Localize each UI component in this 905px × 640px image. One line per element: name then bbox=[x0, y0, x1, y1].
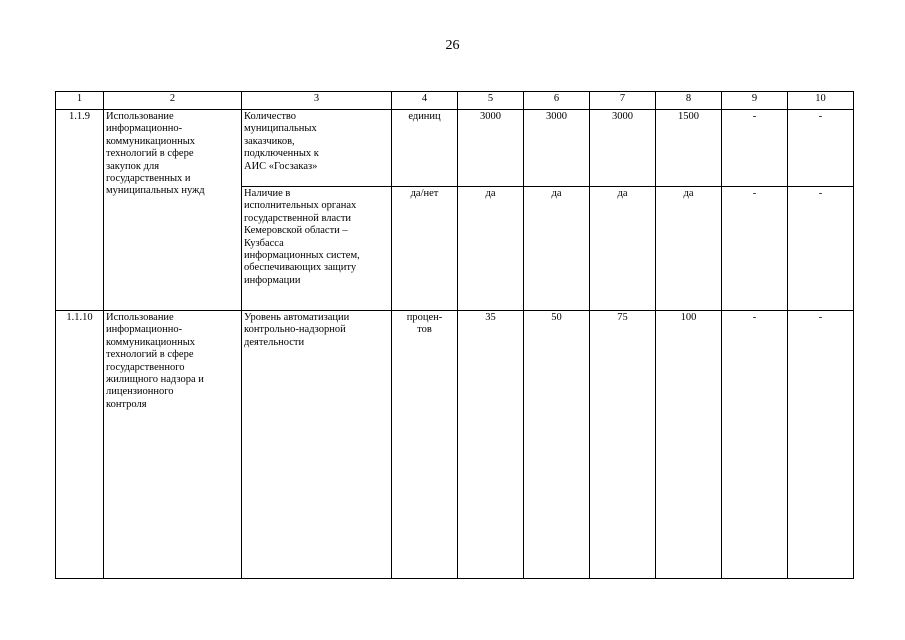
header-cell: 4 bbox=[392, 92, 458, 110]
value-cell: 75 bbox=[590, 311, 656, 579]
header-cell: 5 bbox=[458, 92, 524, 110]
indicator-cell: Количество муниципальных заказчиков, подключенных к АИС «Госзаказ» bbox=[242, 110, 392, 187]
unit-cell: единиц bbox=[392, 110, 458, 187]
table-header-row bbox=[56, 92, 854, 110]
value-cell: да bbox=[524, 187, 590, 311]
header-cell: 7 bbox=[590, 92, 656, 110]
header-cell: 8 bbox=[656, 92, 722, 110]
header-cell: 3 bbox=[242, 92, 392, 110]
value-cell: - bbox=[788, 311, 854, 579]
value-cell: - bbox=[722, 110, 788, 187]
value-cell: - bbox=[722, 311, 788, 579]
value-cell: да bbox=[458, 187, 524, 311]
activity-cell: Использование информационно- коммуникационных технологий в сфере закупок для государственных и муниципальных нужд bbox=[104, 110, 242, 311]
value-cell: - bbox=[788, 110, 854, 187]
value-cell: 1500 bbox=[656, 110, 722, 187]
header-cell: 1 bbox=[56, 92, 104, 110]
value-cell: 3000 bbox=[590, 110, 656, 187]
unit-cell: да/нет bbox=[392, 187, 458, 311]
table-row bbox=[56, 110, 854, 187]
value-cell: да bbox=[656, 187, 722, 311]
value-cell: - bbox=[788, 187, 854, 311]
header-cell: 6 bbox=[524, 92, 590, 110]
row-number-cell: 1.1.9 bbox=[56, 110, 104, 311]
unit-cell: процен- тов bbox=[392, 311, 458, 579]
activity-cell: Использование информационно- коммуникационных технологий в сфере государственного жилищного надзора и лицензионного контроля bbox=[104, 311, 242, 579]
indicator-cell: Уровень автоматизации контрольно-надзорной деятельности bbox=[242, 311, 392, 579]
header-cell: 2 bbox=[104, 92, 242, 110]
value-cell: да bbox=[590, 187, 656, 311]
value-cell: - bbox=[722, 187, 788, 311]
row-number-cell: 1.1.10 bbox=[56, 311, 104, 579]
indicators-table bbox=[55, 91, 854, 579]
page-number: 26 bbox=[445, 38, 460, 53]
header-cell: 9 bbox=[722, 92, 788, 110]
value-cell: 50 bbox=[524, 311, 590, 579]
value-cell: 3000 bbox=[524, 110, 590, 187]
value-cell: 100 bbox=[656, 311, 722, 579]
indicator-cell: Наличие в исполнительных органах государственной власти Кемеровской области – Кузбасса информационных систем, обеспечивающих защиту информации bbox=[242, 187, 392, 311]
table-row bbox=[56, 311, 854, 579]
value-cell: 3000 bbox=[458, 110, 524, 187]
header-cell: 10 bbox=[788, 92, 854, 110]
value-cell: 35 bbox=[458, 311, 524, 579]
